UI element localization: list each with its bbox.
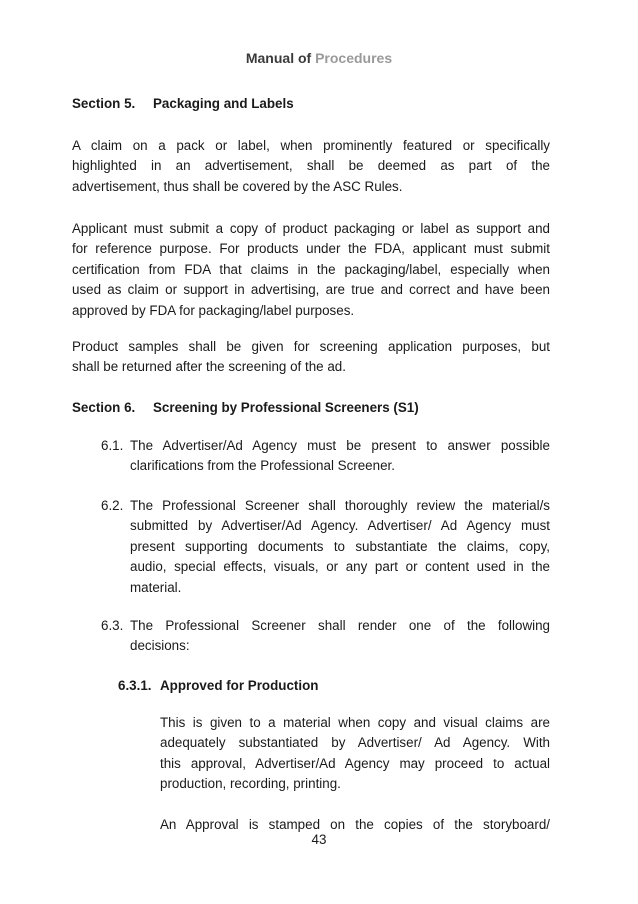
text-line: The Advertiser/Ad Agency must be present to answer possible	[130, 438, 550, 453]
section-5-paragraph-2	[72, 219, 550, 321]
section-5-heading	[72, 94, 550, 114]
text-line: clarifications from the Professional Screener.	[130, 458, 395, 473]
text-line: A claim on a pack or label, when prominently featured or specifically	[72, 138, 550, 153]
item-6-3-text	[130, 616, 550, 657]
section-6-heading	[72, 398, 550, 418]
text-line: material.	[130, 579, 182, 595]
text-line: advertisement, thus shall be covered by the ASC Rules.	[72, 178, 403, 194]
running-header	[0, 50, 638, 66]
item-6-1-number: 6.1.	[101, 438, 124, 453]
text-line: The Professional Screener shall thoroughly review the material/s	[130, 498, 550, 513]
text-line: The Professional Screener shall render one of the following	[130, 618, 550, 633]
text-line: for reference purpose. For products under the FDA, applicant must submit	[72, 241, 550, 257]
text-line: decisions:	[130, 638, 190, 654]
item-6-3-number: 6.3.	[101, 618, 124, 633]
item-6-1-text	[130, 436, 550, 456]
item-6-2-text	[130, 496, 550, 598]
text-line: submitted by Advertiser/Ad Agency. Advertiser/ Ad Agency must	[130, 518, 550, 534]
text-line: This is given to a material when copy and visual claims are	[160, 715, 550, 730]
item-6-3-1-title: Approved for Production	[160, 678, 319, 693]
item-6-1-text-cont	[130, 456, 550, 476]
section-5-paragraph-1	[72, 136, 550, 197]
text-line: certification from FDA that claims in the packaging/label, especially when	[72, 261, 550, 277]
text-line: adequately substantiated by Advertiser/ Ad Agency. With	[160, 735, 550, 751]
text-line: shall be returned after the screening of the ad.	[72, 359, 346, 375]
header-subtitle: Procedures	[315, 50, 393, 66]
text-line: present supporting documents to substantiate the claims, copy,	[130, 538, 550, 554]
page-number: 43	[311, 832, 327, 847]
section-5-title: Packaging and Labels	[153, 96, 294, 111]
text-line: used as claim or support in advertising, are true and correct and have been	[72, 282, 550, 298]
item-6-2-number: 6.2.	[101, 498, 124, 513]
section-5-number: Section 5.	[72, 96, 136, 111]
text-line: production, recording, printing.	[160, 776, 341, 792]
text-line: highlighted in an advertisement, shall be deemed as part of the	[72, 158, 550, 174]
item-6-3-1-number: 6.3.1.	[118, 678, 152, 693]
header-title: Manual of	[245, 50, 312, 66]
section-5-paragraph-3	[72, 337, 550, 378]
text-line: approved by FDA for packaging/label purposes.	[72, 302, 355, 318]
text-line: audio, special effects, visuals, or any part or content used in the	[130, 559, 550, 575]
text-line: Product samples shall be given for screening application purposes, but	[72, 339, 550, 354]
section-6-title: Screening by Professional Screeners (S1)	[153, 400, 419, 415]
text-line: Applicant must submit a copy of product packaging or label as support and	[72, 221, 550, 236]
text-line: this approval, Advertiser/Ad Agency may proceed to actual	[160, 755, 550, 771]
text-line: An Approval is stamped on the copies of the storyboard/	[160, 817, 550, 832]
section-6-number: Section 6.	[72, 400, 136, 415]
item-6-3-1-paragraph-1	[160, 713, 550, 795]
